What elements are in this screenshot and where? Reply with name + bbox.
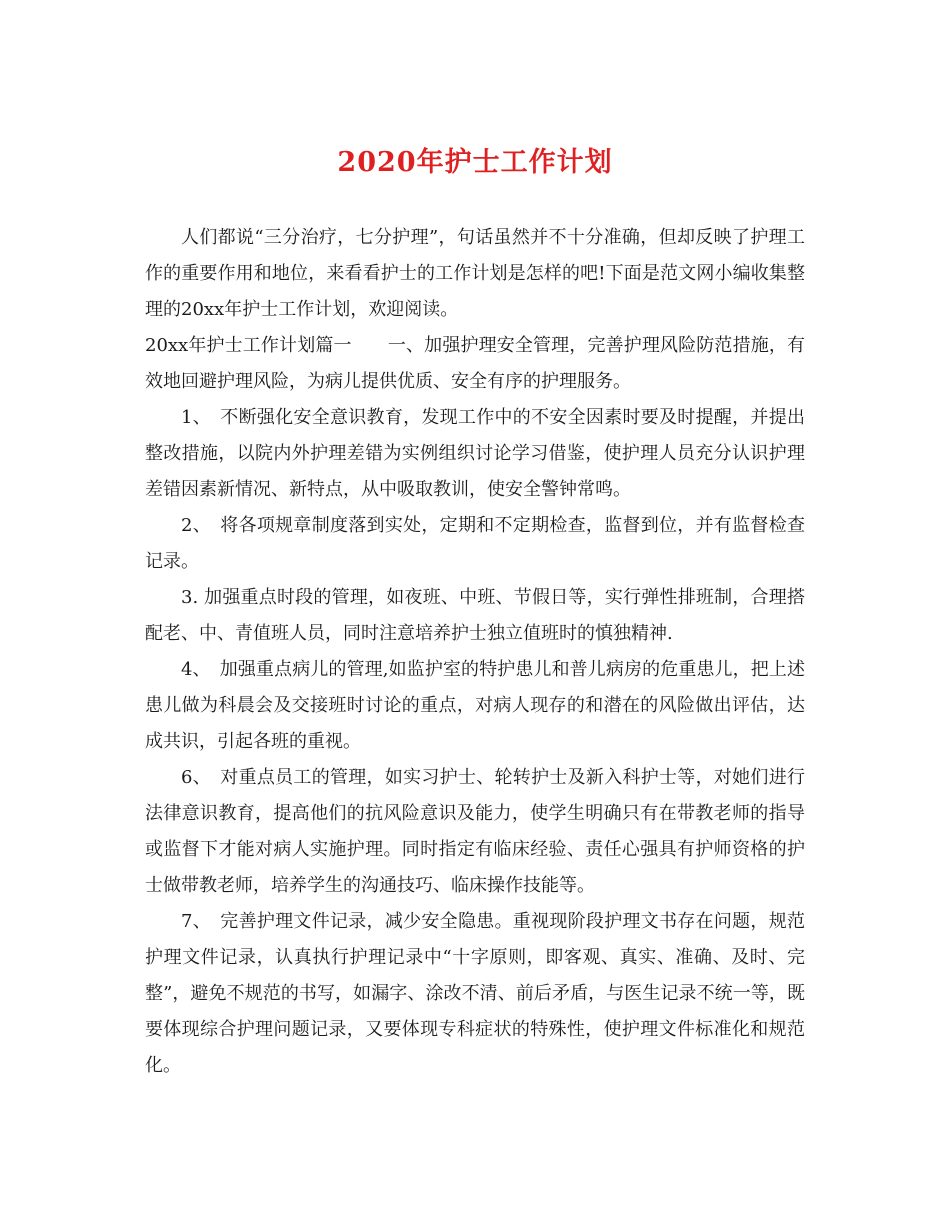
section-heading-paragraph: 20xx年护士工作计划篇一 一、加强护理安全管理，完善护理风险防范措施，有效地回避护理风险，为病儿提供优质、安全有序的护理服务。	[145, 335, 805, 392]
list-item-1: 1、 不断强化安全意识教育，发现工作中的不安全因素时要及时提醒，并提出整改措施，以院内外护理差错为实例组织讨论学习借鉴，使护理人员充分认识护理差错因素新情况、新特点，从中吸取教训，使安全警钟常鸣。	[145, 407, 805, 500]
list-item-4: 4、 加强重点病儿的管理,如监护室的特护患儿和普儿病房的危重患儿，把上述患儿做为科晨会及交接班时讨论的重点，对病人现存的和潜在的风险做出评估，达成共识，引起各班的重视。	[145, 659, 805, 752]
intro-paragraph: 人们都说“三分治疗，七分护理”，句话虽然并不十分准确，但却反映了护理工作的重要作用和地位，来看看护士的工作计划是怎样的吧!下面是范文网小编收集整理的20xx年护士工作计划，欢迎阅读。	[145, 227, 805, 320]
list-item-2: 2、 将各项规章制度落到实处，定期和不定期检查，监督到位，并有监督检查记录。	[145, 515, 805, 572]
list-item-7: 7、 完善护理文件记录，减少安全隐患。重视现阶段护理文书存在问题，规范护理文件记录，认真执行护理记录中“十字原则，即客观、真实、准确、及时、完整”，避免不规范的书写，如漏字、涂改不清、前后矛盾，与医生记录不统一等，既要体现综合护理问题记录，又要体现专科症状的特殊性，使护理文件标准化和规范化。	[145, 911, 805, 1076]
page-title: 2020年护士工作计划	[337, 147, 613, 178]
list-item-3: 3. 加强重点时段的管理，如夜班、中班、节假日等，实行弹性排班制，合理搭配老、中、青值班人员，同时注意培养护士独立值班时的慎独精神.	[145, 587, 805, 644]
list-item-6: 6、 对重点员工的管理，如实习护士、轮转护士及新入科护士等，对她们进行法律意识教育，提高他们的抗风险意识及能力，使学生明确只有在带教老师的指导或监督下才能对病人实施护理。同时指定有临床经验、责任心强具有护师资格的护士做带教老师，培养学生的沟通技巧、临床操作技能等。	[145, 767, 805, 896]
document-body	[145, 220, 805, 1084]
